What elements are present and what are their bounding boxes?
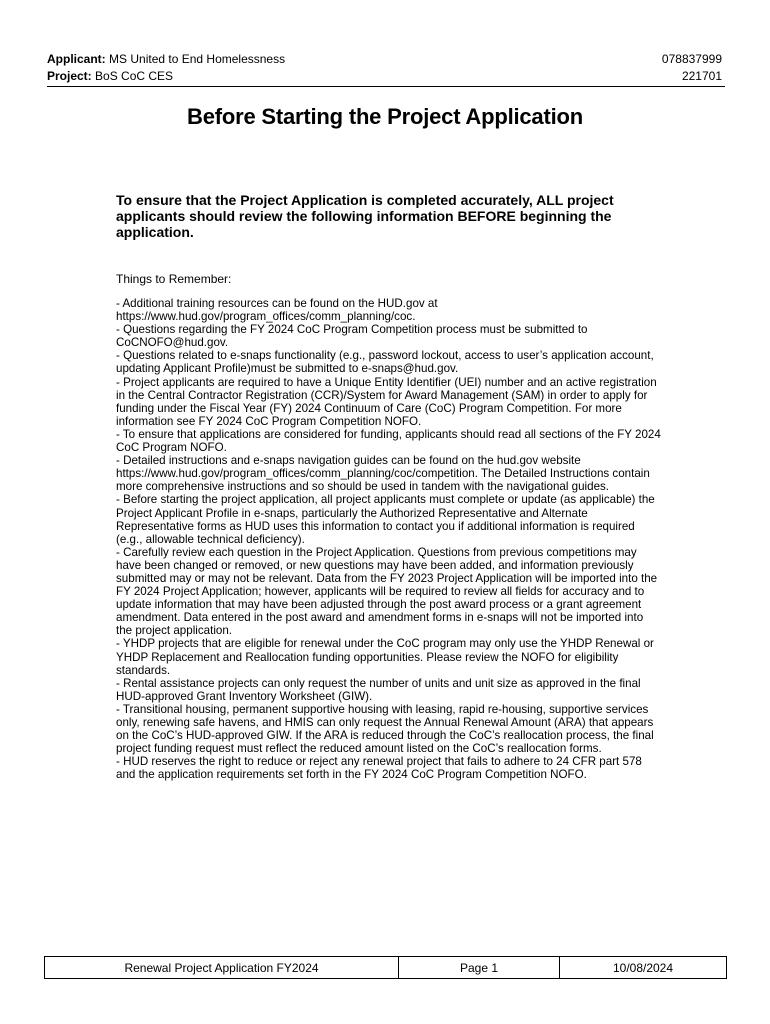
- page-footer: [44, 956, 727, 979]
- footer-page-number: Page 1: [399, 957, 560, 978]
- list-item: - Before starting the project application, all project applicants must complete or update (as applicable) the Project Applicant Profile in e-snaps, particularly the Authorized Representative and Alternate Representative forms as HUD uses this information to contact you if additional information is required (e.g., allowable technical deficiency).: [116, 493, 655, 546]
- list-item: - Rental assistance projects can only request the number of units and unit size as approved in the final HUD-approved Grant Inventory Worksheet (GIW).: [116, 676, 641, 703]
- things-heading: Things to Remember:: [116, 272, 232, 286]
- footer-date: 10/08/2024: [612, 960, 674, 975]
- header-divider: [47, 86, 725, 87]
- applicant-name: MS United to End Homelessness: [109, 52, 286, 66]
- page-title: Before Starting the Project Application: [187, 104, 583, 129]
- list-item: - YHDP projects that are eligible for renewal under the CoC program may only use the YHDP Renewal or YHDP Replacement and Reallocation funding opportunities. Please review the NOFO for eligibility standards.: [116, 637, 654, 677]
- reminder-list: [116, 297, 661, 781]
- page-header: [47, 51, 722, 85]
- applicant-id: 078837999: [661, 52, 722, 66]
- applicant-label: Applicant:: [47, 52, 106, 66]
- list-item: - Carefully review each question in the Project Application. Questions from previous competitions may have been changed or removed, or new questions may have been added, and information previously submitted may or may not be relevant. Data from the FY 2023 Project Application will be imported into the FY 2024 Project Application; however, applicants will be required to review all fields for accuracy and to update information that may have been adjusted through the post award process or a grant agreement amendment. Data entered in the post award and amendment forms in e-snaps will not be imported into the project application.: [116, 545, 658, 638]
- project-name: BoS CoC CES: [95, 69, 174, 83]
- applicant: [47, 51, 285, 68]
- list-item: - HUD reserves the right to reduce or reject any renewal project that fails to adhere to 24 CFR part 578 and the application requirements set forth in the FY 2024 CoC Program Competition NOFO.: [116, 755, 642, 782]
- list-item: - Project applicants are required to have a Unique Entity Identifier (UEI) number and an active registration in the Central Contractor Registration (CCR)/System for Award Management (SAM) in order to apply for funding under the Fiscal Year (FY) 2024 Continuum of Care (CoC) Program Competition. For more information see FY 2024 CoC Program Competition NOFO.: [116, 375, 657, 428]
- project: [47, 68, 173, 85]
- applicant-row: [47, 51, 722, 68]
- intro-notice: To ensure that the Project Application is completed accurately, ALL project applicants should review the following information BEFORE beginning the application.: [116, 192, 614, 240]
- project-id: 221701: [681, 69, 722, 83]
- list-item: - To ensure that applications are considered for funding, applicants should read all sections of the FY 2024 CoC Program NOFO.: [116, 427, 661, 455]
- list-item: - Transitional housing, permanent supportive housing with leasing, rapid re-housing, supportive services only, renewing safe havens, and HMIS can only request the Annual Renewal Amount (ARA) that appears on the CoC’s HUD-approved GIW. If the ARA is reduced through the CoC’s reallocation process, the final project funding request must reflect the reduced amount listed on the CoC’s reallocation forms.: [116, 702, 654, 756]
- list-item: - Questions regarding the FY 2024 CoC Program Competition process must be submitted to CoCNOFO@hud.gov.: [116, 323, 588, 350]
- list-item: - Detailed instructions and e-snaps navigation guides can be found on the hud.gov website https://www.hud.gov/program_offices/comm_planning/coc/competition. The Detailed Instructions contain more comprehensive instructions and so should be used in tandem with the navigational guides.: [116, 454, 650, 494]
- list-item: - Additional training resources can be found on the HUD.gov at https://www.hud.gov/program_offices/comm_planning/coc.: [116, 297, 438, 324]
- footer-doc-name: Renewal Project Application FY2024: [45, 957, 399, 978]
- list-item: - Questions related to e-snaps functionality (e.g., password lockout, access to user’s application account, updating Applicant Profile)must be submitted to e-snaps@hud.gov.: [116, 349, 654, 376]
- project-row: [47, 68, 722, 85]
- project-label: Project:: [47, 69, 92, 83]
